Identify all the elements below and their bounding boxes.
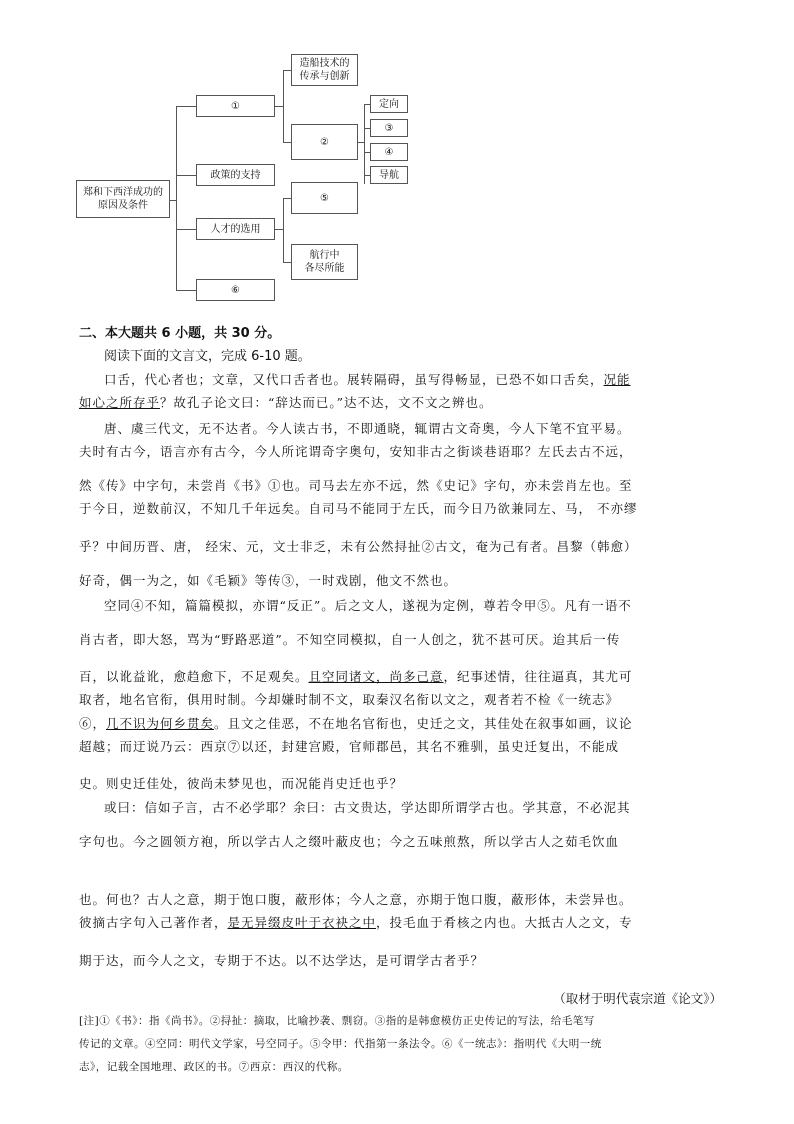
connector xyxy=(283,70,291,71)
passage-line: 百，以讹益讹，愈趋愈下，不足观矣。且空同诸文，尚多己意，纪事述情，往往逼真，其尤可 xyxy=(79,669,633,684)
connector xyxy=(176,229,196,230)
passage-line: 也。何也？古人之意，期于饱口腹，蔽形体；今人之意，亦期于饱口腹，蔽形体，未尝异也。 xyxy=(79,892,633,907)
passage-line: 然《传》中字句，未尝肖《书》①也。司马去左亦不远，然《史记》字句，亦未尝肖左也。至 xyxy=(79,478,633,493)
connector xyxy=(170,200,176,201)
connector xyxy=(275,229,283,230)
box-5: ⑤ xyxy=(291,182,358,214)
root-box: 郑和下西洋成功的 原因及条件 xyxy=(76,180,170,218)
connector xyxy=(283,198,284,262)
connector xyxy=(364,104,365,184)
passage-line: 超越；而迂说乃云：西京⑦以还，封建宫殿，官师郡邑，其名不雅驯，虽史迁复出，不能成 xyxy=(79,739,620,754)
box-2: ② xyxy=(291,124,358,160)
box-direction: 定向 xyxy=(370,95,408,113)
passage-line: 或曰：信如子言，古不必学耶？余曰：古文贵达，学达即所谓学古也。学其意，不必泥其 xyxy=(104,800,631,815)
flow-diagram xyxy=(70,48,415,303)
box-4: ④ xyxy=(370,143,408,161)
passage-line: 取者，地名官衔，俱用时制。今却嫌时制不文，取秦汉名衔以文之，观者若不检《一统志》 xyxy=(79,692,620,707)
connector xyxy=(176,106,177,290)
passage-line: 唐、虞三代文，无不达者。今人读古书，不即通晓，辄谓古文奇奥，今人下笔不宜平易。 xyxy=(104,421,631,436)
passage-line: 乎？中间历晋、唐， 经宋、元，文士非乏，未有公然挦扯②古文，奄为己有者。昌黎（韩愈） xyxy=(79,539,638,554)
connector xyxy=(176,175,196,176)
box-6: ⑥ xyxy=(196,279,275,301)
annotation-line: 传记的文章。④空同：明代文学家，号空同子。⑤令甲：代指第一条法令。⑥《一统志》：指明代《大明一统 xyxy=(79,1038,602,1050)
instruction: 阅读下面的文言文，完成 6-10 题。 xyxy=(104,349,311,364)
passage-line: 彼摘古字句入己著作者，是无异缀皮叶于衣袂之中，投毛血于肴核之内也。大抵古人之文，专 xyxy=(79,915,633,930)
passage-line: 口舌，代心者也；文章，又代口舌者也。展转隔碍，虽写得畅显，已恐不如口舌矣，况能 xyxy=(104,372,631,387)
passage-line: 肖古者，即大怒，骂为“野路恶道”。不知空同模拟，自一人创之，犹不甚可厌。迨其后一传 xyxy=(79,632,621,647)
passage-line: 如心之所存乎？故孔子论文曰：“辞达而已。”达不达，文不文之辨也。 xyxy=(79,395,493,410)
connector xyxy=(275,106,283,107)
connector xyxy=(283,198,291,199)
annotation-line: 志》，记载全国地理、政区的书。⑦西京：西汉的代称。 xyxy=(79,1061,349,1073)
connector xyxy=(283,262,291,263)
box-navigation: 导航 xyxy=(370,166,408,184)
passage-line: 好奇，偶一为之，如《毛颖》等传③，一时戏剧，他文不然也。 xyxy=(79,573,458,588)
box-shipbuilding: 造船技术的 传承与创新 xyxy=(291,54,358,86)
connector xyxy=(176,106,196,107)
annotation-line: [注]①《书》：指《尚书》。②挦扯：摘取，比喻抄袭、剽窃。③指的是韩愈模仿正史传记的写法，给毛笔写 xyxy=(79,1015,595,1027)
connector xyxy=(283,70,284,142)
passage-line: ⑥，几不识为何乡贯矣。且文之佳恶，不在地名官衔也，史迁之文，其佳处在叙事如画，议论 xyxy=(79,716,633,731)
connector xyxy=(283,142,291,143)
passage-line: 字句也。今之圆领方袍，所以学古人之缀叶蔽皮也；今之五味煎熬，所以学古人之茹毛饮血 xyxy=(79,834,620,849)
box-sailing: 航行中 各尽所能 xyxy=(291,244,358,280)
passage-line: 期于达，而今人之文，专期于不达。以不达学达，是可谓学古者乎？ xyxy=(79,953,485,968)
box-3: ③ xyxy=(370,119,408,137)
source-citation: （取材于明代袁宗道《论文》） xyxy=(553,991,722,1006)
box-talent: 人才的选用 xyxy=(196,218,275,240)
section-title: 二、本大题共 6 小题，共 30 分。 xyxy=(79,326,281,341)
passage-line: 空同④不知，篇篇模拟，亦谓“反正”。后之文人，遂视为定例，尊若令甲⑤。凡有一语不 xyxy=(104,598,632,613)
passage-line: 夫时有古今，语言亦有古今，今人所诧谓奇字奥句，安知非古之街谈巷语耶？左氏去古不远， xyxy=(79,444,633,459)
passage-line: 史。则史迁佳处，彼尚未梦见也，而况能肖史迁也乎？ xyxy=(79,776,404,791)
box-policy: 政策的支持 xyxy=(196,164,275,186)
box-1: ① xyxy=(196,95,275,117)
passage-line: 于今日，逆数前汉，不知几千年远矣。自司马不能同于左氏，而今日乃欲兼同左、马， 不亦缪 xyxy=(79,501,638,516)
connector xyxy=(176,290,196,291)
